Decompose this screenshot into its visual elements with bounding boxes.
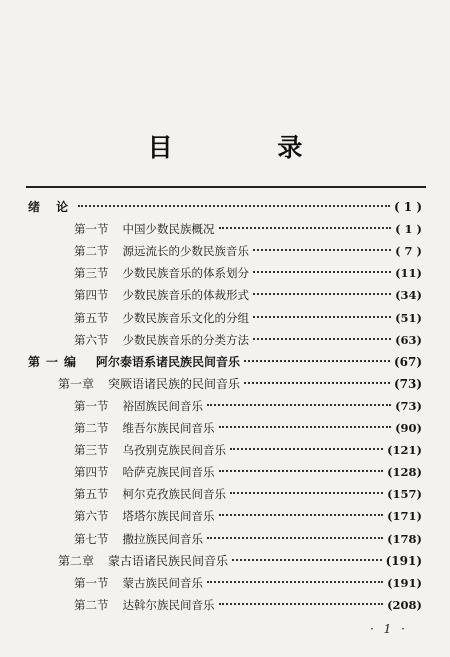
toc-section-entry: [74, 594, 422, 616]
toc-entry-heading: 裕固族民间音乐: [122, 399, 203, 413]
toc-section-entry: [74, 461, 422, 483]
toc-entry-page: ( 7 ): [395, 244, 422, 258]
toc-entry-heading: 少数民族音乐的体系划分: [122, 266, 249, 280]
toc-part-entry: [28, 196, 422, 218]
toc-leader-dots: [230, 448, 383, 450]
toc-entry-page: (191): [387, 576, 422, 590]
toc-entry-page: (51): [395, 311, 422, 325]
toc-entry-label: 第六节: [74, 509, 109, 523]
toc-section-entry: [74, 439, 422, 461]
toc-section-entry: [74, 307, 422, 329]
page-number: · 1 ·: [370, 622, 408, 636]
toc-entry-label: 第二节: [74, 421, 109, 435]
toc-entry-label: 第五节: [74, 487, 109, 501]
toc-section-entry: [74, 262, 422, 284]
toc-entry-page: (34): [395, 288, 422, 302]
toc-entry-label: 绪 论: [28, 200, 75, 214]
toc-section-entry: [74, 329, 422, 351]
toc-leader-dots: [253, 271, 391, 273]
toc-chapter-entry: [58, 550, 422, 572]
toc-leader-dots: [219, 603, 384, 605]
toc-leader-dots: [207, 581, 383, 583]
toc-leader-dots: [232, 559, 382, 561]
toc-leader-dots: [244, 360, 390, 362]
toc-entry-label: 第一节: [74, 399, 109, 413]
toc-leader-dots: [78, 205, 390, 207]
toc-entry-page: (121): [387, 443, 422, 457]
toc-entry-label: 第一章: [58, 377, 95, 391]
toc-entry-label: 第二章: [58, 554, 95, 568]
toc-entry-label: 第一节: [74, 576, 109, 590]
toc-leader-dots: [253, 293, 391, 295]
toc-title: 目 录: [147, 133, 351, 162]
toc-entry-heading: 源远流长的少数民族音乐: [122, 244, 249, 258]
toc-entry-heading: 少数民族音乐的分类方法: [122, 333, 249, 347]
toc-entry-page: (191): [385, 554, 422, 568]
toc-entry-heading: 达斡尔族民间音乐: [122, 598, 215, 612]
toc-entry-label: 第一编: [28, 355, 83, 369]
toc-entry-page: (208): [387, 598, 422, 612]
toc-entry-label: 第四节: [74, 465, 109, 479]
toc-entry-page: (67): [393, 355, 422, 369]
toc-leader-dots: [207, 404, 391, 406]
toc-section-entry: [74, 528, 422, 550]
toc-entry-label: 第三节: [74, 443, 109, 457]
toc-leader-dots: [219, 514, 384, 516]
toc-entry-heading: 少数民族音乐的体裁形式: [122, 288, 249, 302]
toc-entry-heading: 柯尔克孜族民间音乐: [122, 487, 226, 501]
toc-leader-dots: [253, 249, 391, 251]
toc-entry-page: (157): [387, 487, 422, 501]
toc-entry-heading: 蒙古语诸民族民间音乐: [108, 554, 229, 568]
toc-section-entry: [74, 483, 422, 505]
toc-entry-heading: 突厥语诸民族的民间音乐: [108, 377, 241, 391]
toc-entry-heading: 中国少数民族概况: [122, 222, 215, 236]
toc-entry-page: (128): [387, 465, 422, 479]
toc-entry-label: 第一节: [74, 222, 109, 236]
toc-part-entry: [28, 351, 422, 373]
toc-entry-page: (73): [393, 377, 422, 391]
toc-entry-page: (90): [395, 421, 422, 435]
toc-entry-heading: 蒙古族民间音乐: [122, 576, 203, 590]
toc-entry-heading: 哈萨克族民间音乐: [122, 465, 215, 479]
toc-entry-label: 第四节: [74, 288, 109, 302]
toc-leader-dots: [253, 338, 391, 340]
toc-entry-heading: 塔塔尔族民间音乐: [122, 509, 215, 523]
toc-entry-page: (171): [387, 509, 422, 523]
toc-entry-heading: 乌孜别克族民间音乐: [122, 443, 226, 457]
toc-section-entry: [74, 572, 422, 594]
toc-entry-page: (63): [395, 333, 422, 347]
toc-leader-dots: [207, 537, 383, 539]
toc-entry-heading: 少数民族音乐文化的分组: [122, 311, 249, 325]
toc-section-entry: [74, 395, 422, 417]
toc-leader-dots: [253, 316, 391, 318]
toc-entry-label: 第六节: [74, 333, 109, 347]
toc-leader-dots: [230, 492, 383, 494]
header-rule: [26, 186, 426, 188]
toc-entry-label: 第五节: [74, 311, 109, 325]
toc-leader-dots: [219, 470, 384, 472]
toc-leader-dots: [219, 426, 392, 428]
toc-entry-label: 第二节: [74, 244, 109, 258]
toc-section-entry: [74, 284, 422, 306]
toc-section-entry: [74, 417, 422, 439]
toc-section-entry: [74, 505, 422, 527]
toc-entry-heading: 阿尔泰语系诸民族民间音乐: [96, 355, 241, 369]
toc-chapter-entry: [58, 373, 422, 395]
toc-leader-dots: [219, 227, 392, 229]
toc-section-entry: [74, 218, 422, 240]
toc-entry-label: 第七节: [74, 532, 109, 546]
toc-entry-page: ( 1 ): [395, 222, 422, 236]
toc-entry-label: 第三节: [74, 266, 109, 280]
toc-section-entry: [74, 240, 422, 262]
toc-leader-dots: [244, 382, 390, 384]
toc-entry-page: (73): [395, 399, 422, 413]
toc-entry-page: ( 1 ): [393, 200, 422, 214]
toc-entry-heading: 撒拉族民间音乐: [122, 532, 203, 546]
toc-entry-heading: 维吾尔族民间音乐: [122, 421, 215, 435]
toc-entry-page: (178): [387, 532, 422, 546]
toc-entry-page: (11): [395, 266, 422, 280]
toc-entry-label: 第二节: [74, 598, 109, 612]
